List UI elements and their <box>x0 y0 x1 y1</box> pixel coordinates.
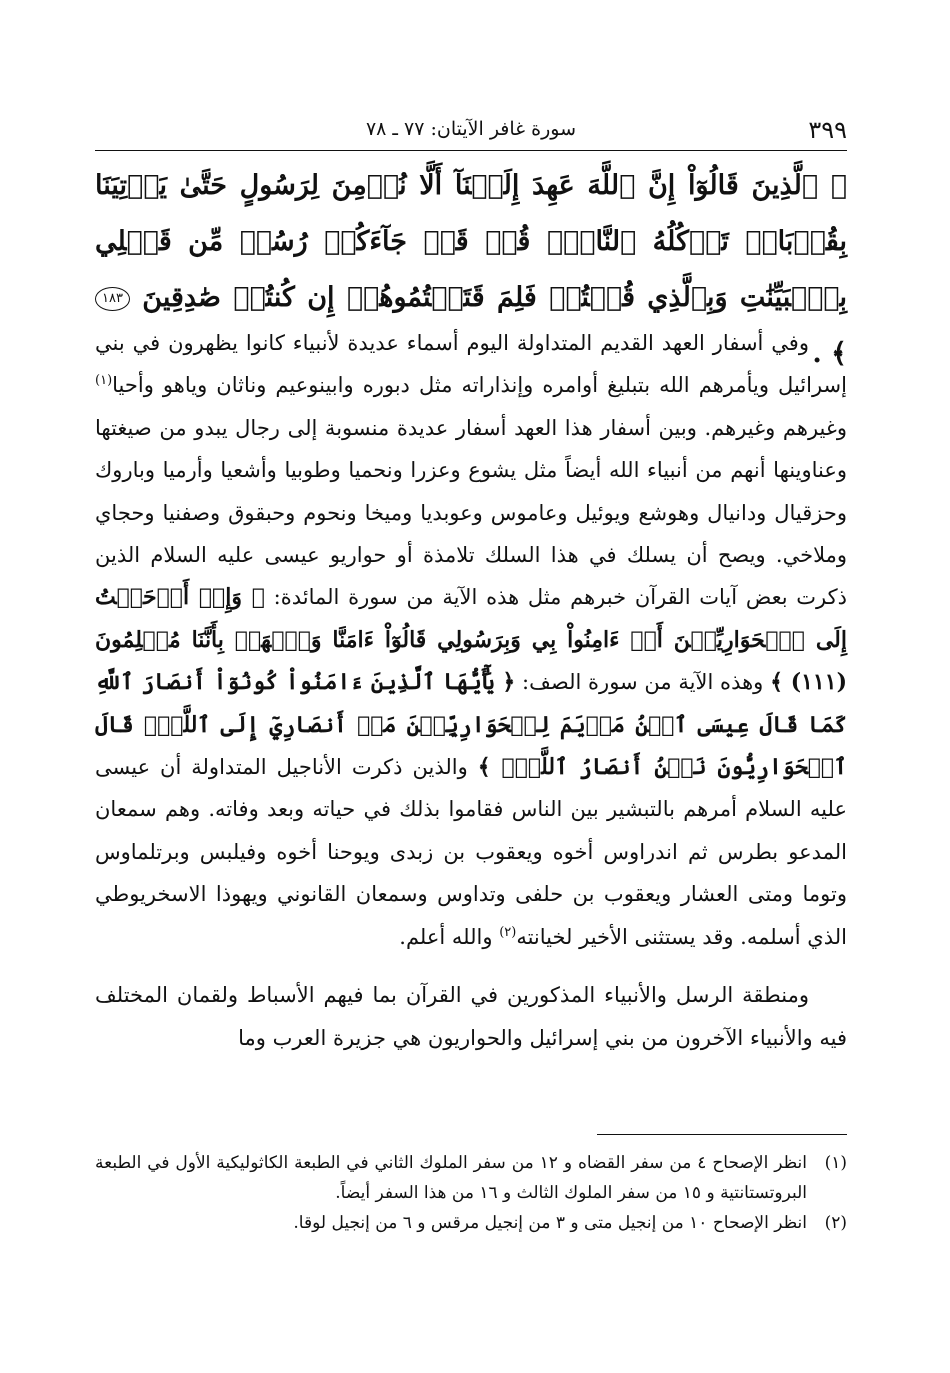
p1-text-d: والذين ذكرت الأناجيل المتداولة أن عيسى عليه السلام أمرهم بالتبشير بين الناس فقاموا بذلك في حياته وبعد وفاته. وهم سمعان المدعو بطرس ثم اندراوس أخوه ويعقوب بن زبدى ويوحنا أخوه وفيلبس وبرتلماوس وتوما ومتى العشار ويعقوب بن حلفى وتداوس وسمعان القانوني ويهوذا الاسخريوطي الذي أسلمه. وقد يستثنى الأخير لخيانته <box>95 755 847 949</box>
quran-quote-saff: ﴿ يَٰٓأَيُّهَا ٱلَّذِينَ ءَامَنُواْ كُونُوٓاْ أَنصَارَ ٱللَّهِ كَمَا قَالَ عِيسَى ٱبۡنُ مَرۡيَمَ لِلۡحَوَارِيِّـۧنَ مَنۡ أَنصَارِيٓ إِلَى ٱللَّهِۖ قَالَ ٱلۡحَوَارِيُّونَ نَحۡنُ أَنصَارُ ٱللَّهِۖ ﴾ <box>95 669 847 781</box>
p1-text-c: وهذه الآية من سورة الصف: <box>515 670 771 695</box>
footnote-text: انظر الإصحاح ١٠ من إنجيل متى و ٣ من إنجيل مرقس و ٦ من إنجيل لوقا. <box>293 1213 807 1233</box>
footnote-divider <box>597 1134 847 1135</box>
p1-text-a: وفي أسفار العهد القديم المتداولة اليوم أسماء عديدة لأنبياء كانوا يظهرون في بني إسرائيل ويأمرهم الله بتبليغ أوامره وإنذاراته مثل دبوره وابينوعيم وناثان وياهو وأحيا <box>95 331 847 398</box>
verse-text: ﴿ ٱلَّذِينَ قَالُوٓاْ إِنَّ ٱللَّهَ عَهِدَ إِلَيۡنَآ أَلَّا نُؤۡمِنَ لِرَسُولٍ حَتَّىٰ يَأۡتِيَنَا بِقُرۡبَانٖ تَأۡكُلُهُ ٱلنَّارُۗ قُلۡ قَدۡ جَآءَكُمۡ رُسُلٞ مِّن قَبۡلِي بِٱلۡبَيِّنَٰتِ وَبِٱلَّذِي قُلۡتُمۡ فَلِمَ قَتَلۡتُمُوهُمۡ إِن كُنتُمۡ صَٰدِقِينَ <box>95 170 847 313</box>
footnote-number: (١) <box>824 1153 847 1173</box>
verse-number: ١٨٣ <box>95 287 130 311</box>
paragraph-1 <box>95 322 847 958</box>
footnote-text: انظر الإصحاح ٤ من سفر القضاه و ١٢ من سفر الملوك الثاني في الطبعة الكاثوليكية الأول في الطبعة البروتستانتية و ١٥ من سفر الملوك الثالث و ١٦ من هذا السفر أيضاً. <box>95 1153 807 1203</box>
quran-quote-maidah: ﴿ وَإِذۡ أَوۡحَيۡتُ إِلَى ٱلۡحَوَارِيِّـۧنَ أَنۡ ءَامِنُواْ بِي وَبِرَسُولِي قَالُوٓاْ ءَامَنَّا وَٱشۡهَدۡ بِأَنَّنَا مُسۡلِمُونَ (١١١) ﴾ <box>95 584 847 696</box>
page-header <box>95 112 847 151</box>
verse-close: ﴾ . <box>812 338 847 369</box>
paragraph-2: ومنطقة الرسل والأنبياء المذكورين في القرآن بما فيهم الأسباط ولقمان المختلف فيه والأنبياء الآخرون من بني إسرائيل والحواريون هي جزيرة العرب وما <box>95 983 847 1050</box>
footnote-1 <box>95 1148 847 1208</box>
footnote-number: (٢) <box>824 1213 847 1233</box>
footnotes <box>95 1148 847 1238</box>
footnote-2 <box>95 1208 847 1238</box>
footnote-ref-2: (٢) <box>499 924 517 940</box>
footnote-ref-1: (١) <box>95 373 113 389</box>
page-number: ٣٩٩ <box>808 116 847 144</box>
p1-text-b: وغيرهم وغيرهم. وبين أسفار هذا العهد أسفار عديدة منسوبة إلى رجال يبدو من صيغتها وعناوينها أنهم من أنبياء الله أيضاً مثل يشوع وعزرا ونحميا وطوبيا وأشعيا وأرميا وباروك وحزقيال ودانيال وهوشع ويوئيل وعاموس وعوبديا وميخا ونحوم وحبقوق وصفنيا وحجاي وملاخي. ويصح أن يسلك في هذا السلك تلامذة أو حواريو عيسى عليه السلام الذين ذكرت بعض آيات القرآن خبرهم مثل هذه الآية من سورة المائدة: <box>95 415 847 610</box>
running-title: سورة غافر الآيتان: ٧٧ ـ ٧٨ <box>365 118 577 140</box>
book-page <box>95 112 847 1312</box>
p1-text-e: والله أعلم. <box>399 924 500 949</box>
body-text <box>95 322 847 1059</box>
